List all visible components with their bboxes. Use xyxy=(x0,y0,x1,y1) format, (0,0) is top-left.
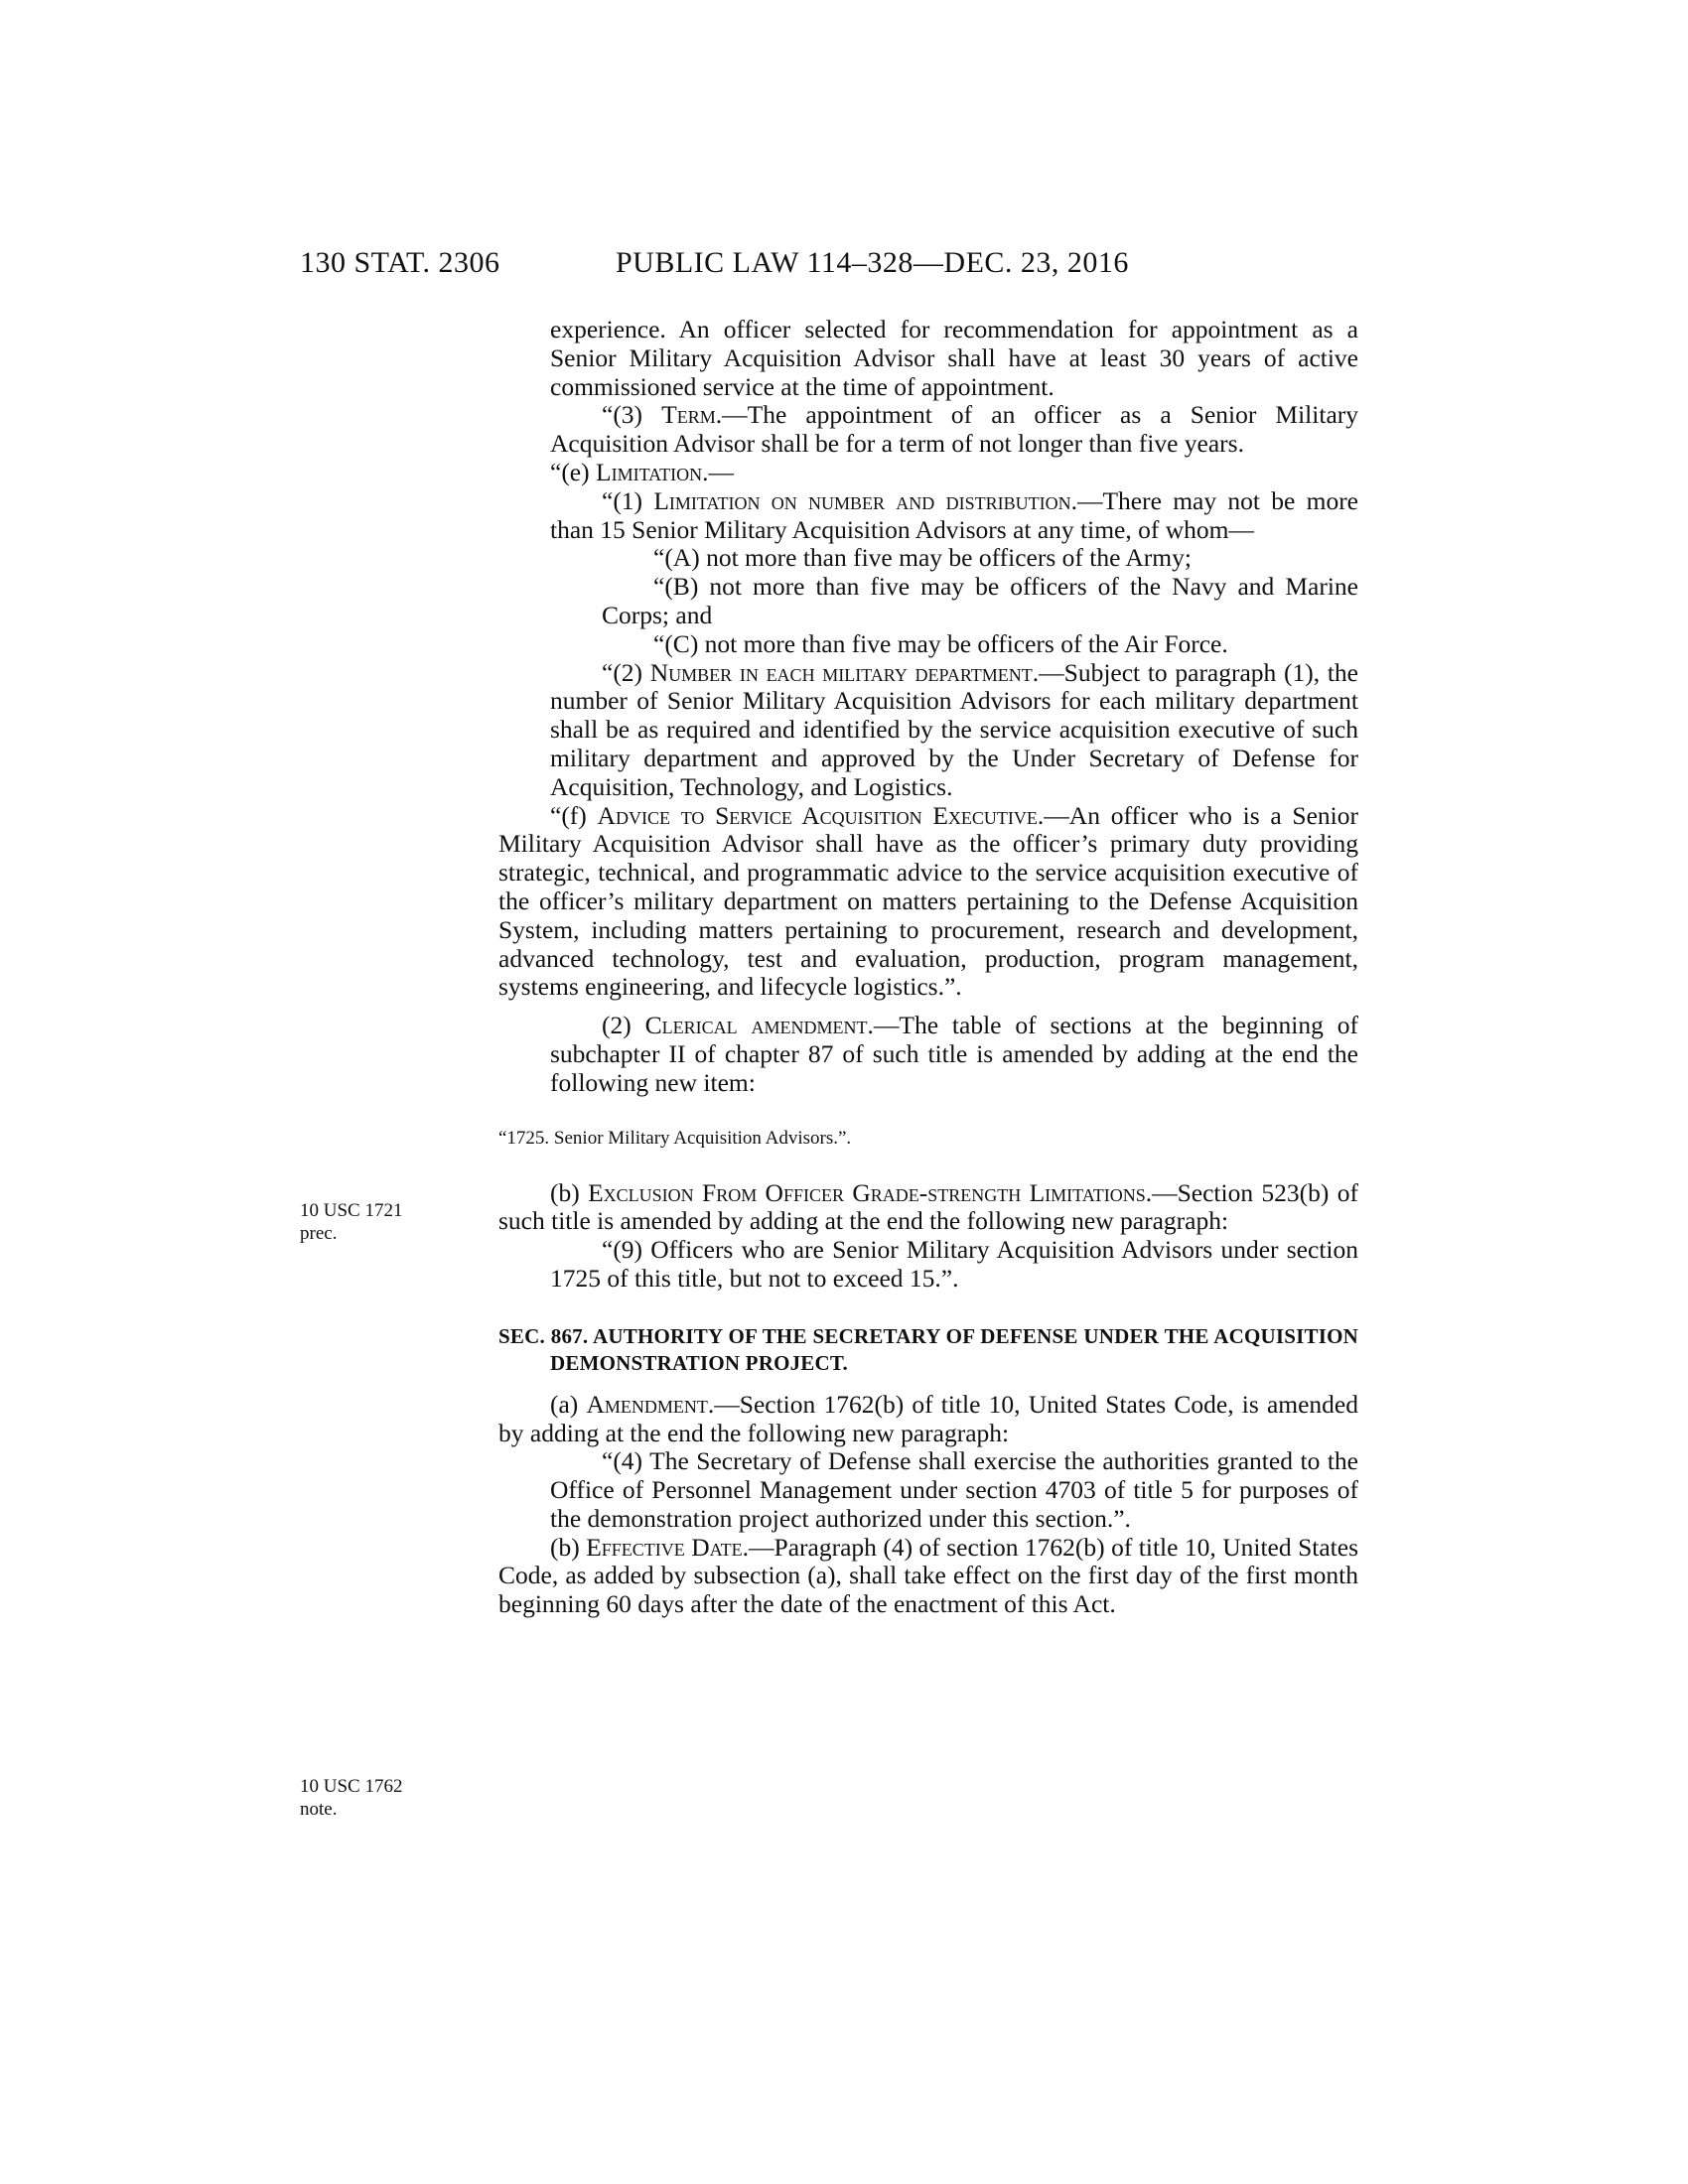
subsection-effective-date: (b) Effective Date.—Paragraph (4) of section 1762(b) of title 10, United States Code, as added by subsection (a), shall take effect on the first day of the first month beginning 60 days after the date of the enactment of this Act. xyxy=(498,1532,1358,1619)
section-heading: SEC. 867. AUTHORITY OF THE SECRETARY OF DEFENSE UNDER THE ACQUISITION DEMONSTRATION PROJECT. xyxy=(498,1323,1358,1375)
paragraph-term: “(3) Term.—The appointment of an officer as a Senior Military Acquisition Advisor shall be for a term of not longer than five years. xyxy=(550,400,1358,459)
subparagraph-army: “(A) not more than five may be officers of the Army; xyxy=(653,543,1192,573)
paragraph-limitation-number: “(1) Limitation on number and distribution.—There may not be more than 15 Senior Military Acquisition Advisors at any time, of whom— xyxy=(550,485,1358,544)
margin-note-line: 10 USC 1721 xyxy=(300,1200,403,1221)
paragraph-secretary-authorities: “(4) The Secretary of Defense shall exercise the authorities granted to the Office of Personnel Management under section 4703 of title 5 for purposes of the demonstration project authorized under this section.”. xyxy=(550,1446,1358,1533)
page-stat-number: 130 STAT. 2306 xyxy=(300,246,500,279)
subparagraph-navy: “(B) not more than five may be officers of the Navy and Marine Corps; and xyxy=(602,572,1358,629)
margin-note-line: note. xyxy=(300,1799,338,1820)
subsection-advice: “(f) Advice to Service Acquisition Executive.—An officer who is a Senior Military Acquisition Advisor shall have as the officer’s primary duty providing strategic, technical, and programmatic advice to the service acquisition executive of the officer’s military department on matters pertaining to the Defense Acquisition System, including matters pertaining to procurement, research and development, advanced technology, test and evaluation, production, program management, systems engineering, and lifecycle logistics.”. xyxy=(498,800,1359,1002)
margin-note-usc-1762 xyxy=(300,1775,402,1821)
table-of-sections-item: “1725. Senior Military Acquisition Advisors.”. xyxy=(498,1127,852,1149)
subparagraph-air-force: “(C) not more than five may be officers of the Air Force. xyxy=(653,628,1228,658)
paragraph-clerical-amendment: (2) Clerical amendment.—The table of sections at the beginning of subchapter II of chapter 87 of such title is amended by adding at the end the following new item: xyxy=(550,1011,1358,1097)
margin-note-usc-1721 xyxy=(300,1199,402,1245)
running-header: PUBLIC LAW 114–328—DEC. 23, 2016 xyxy=(616,246,1129,279)
paragraph-qualifications-continued: experience. An officer selected for recommendation for appointment as a Senior Military Acquisition Advisor shall have at least 30 years of active commissioned service at the time of appointment. xyxy=(550,315,1358,401)
paragraph-number-each-department: “(2) Number in each military department.—Subject to paragraph (1), the number of Senior Military Acquisition Advisors for each military department shall be as required and identified by the service acquisition executive of such military department and approved by the Under Secretary of Defense for Acquisition, Technology, and Logistics. xyxy=(550,657,1358,801)
subsection-amendment: (a) Amendment.—Section 1762(b) of title 10, United States Code, is amended by adding at the end the following new paragraph: xyxy=(498,1389,1358,1447)
margin-note-line: 10 USC 1762 xyxy=(300,1776,403,1797)
subsection-exclusion: (b) Exclusion From Officer Grade-strength Limitations.—Section 523(b) of such title is amended by adding at the end the following new paragraph: xyxy=(498,1177,1358,1236)
margin-note-line: prec. xyxy=(300,1223,338,1244)
paragraph-officers-advisors: “(9) Officers who are Senior Military Acquisition Advisors under section 1725 of this title, but not to exceed 15.”. xyxy=(550,1235,1358,1293)
subsection-limitation: “(e) Limitation.— xyxy=(550,457,734,486)
statute-body xyxy=(498,316,1358,1619)
